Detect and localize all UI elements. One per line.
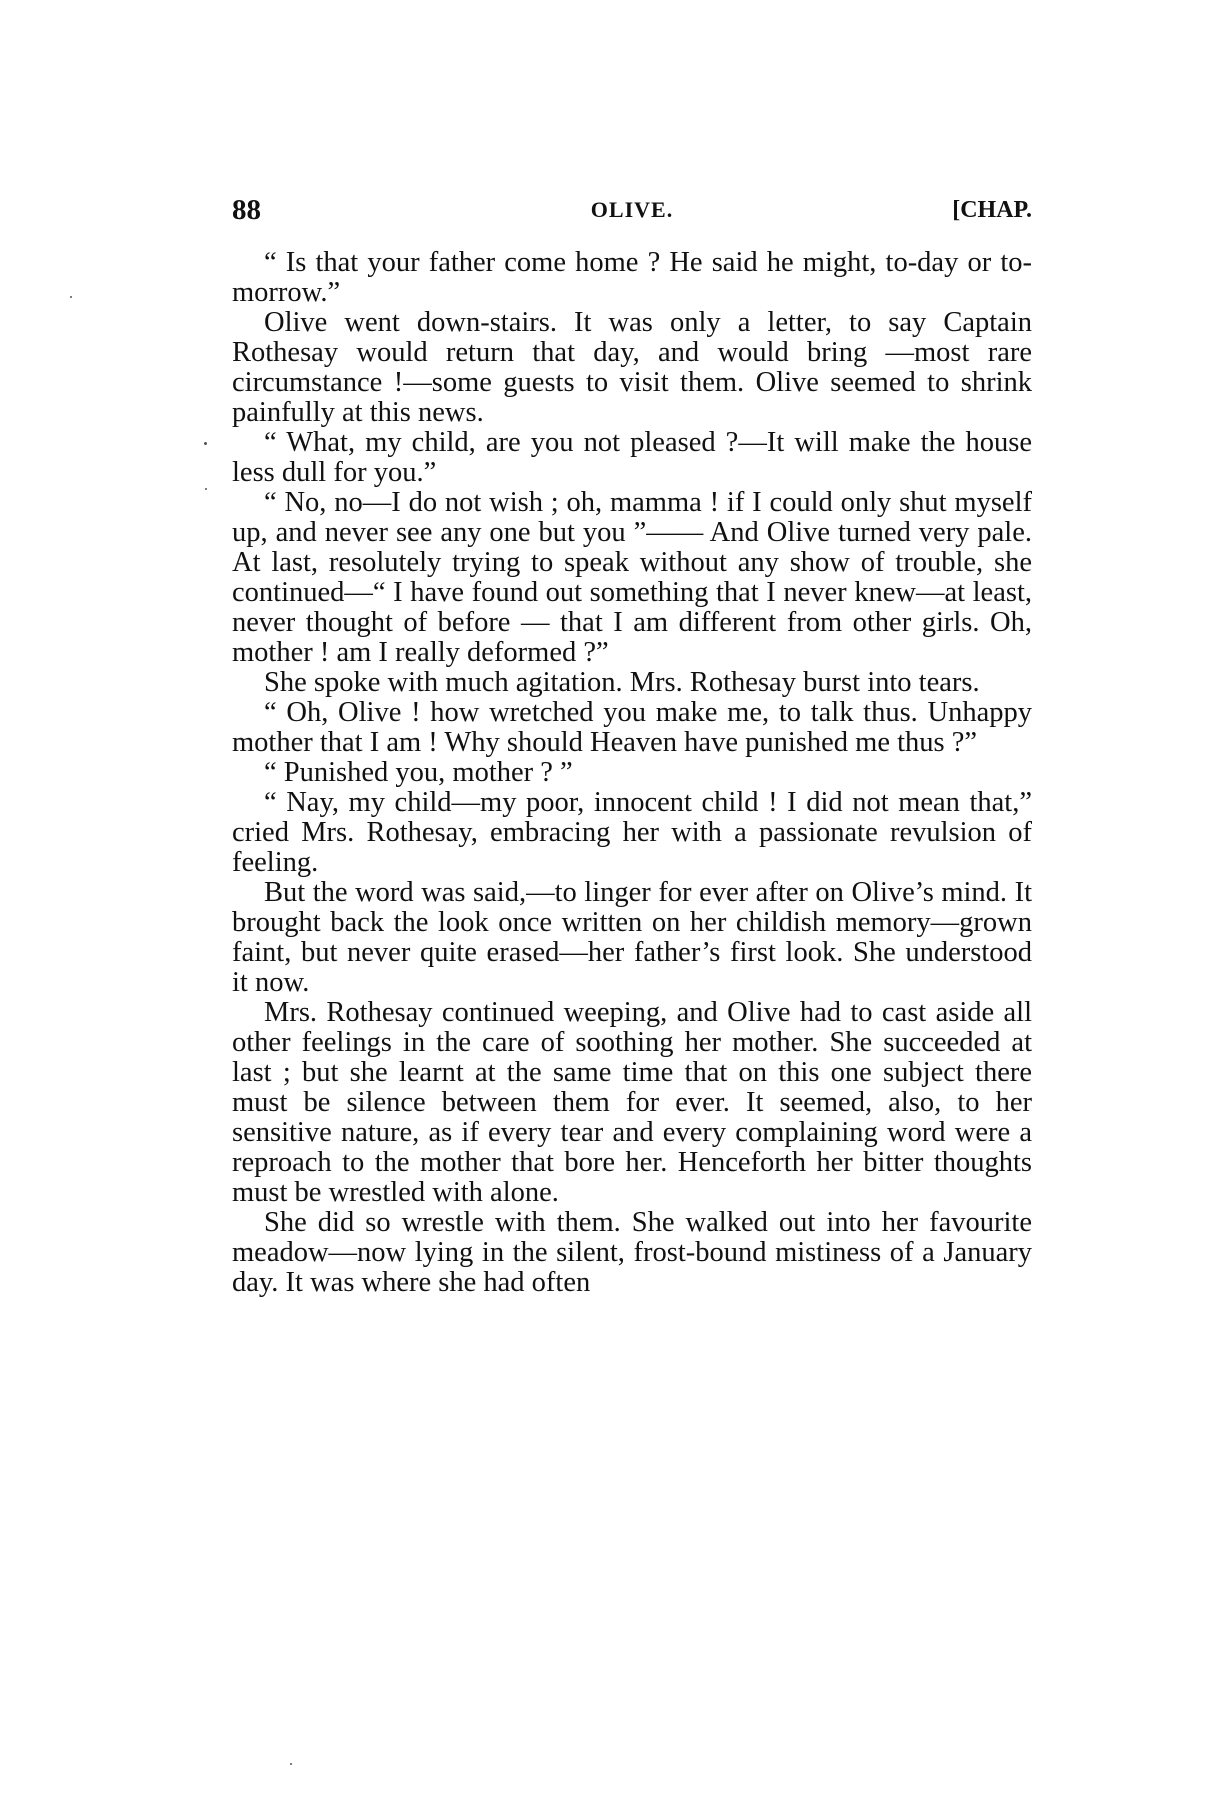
paragraph: Olive went down-stairs. It was only a letter, to say Captain Rothesay would return that day, and would bring —most rare circumstance !—some guests to visit them. Olive seemed to shrink painfully at this news. [232,307,1032,428]
running-title: OLIVE. [590,197,674,222]
paragraph: “ No, no—I do not wish ; oh, mamma ! if I could only shut myself up, and never see any one but you ”—— And Olive turned very pale. At last, resolutely trying to speak without any show of trouble, she continued—“ I have found out something that I never knew—at least, never thought of before — that I am different from other girls. Oh, mother ! am I really deformed ?” [232,487,1032,668]
paragraph: But the word was said,—to linger for ever after on Olive’s mind. It brought back the look once written on her childish memory—grown faint, but never quite erased—her father’s first look. She understood it now. [232,877,1032,998]
paragraph: “ Nay, my child—my poor, innocent child ! I did not mean that,” cried Mrs. Rothesay, embracing her with a passionate revulsion of feeling. [232,787,1032,878]
paragraph: She did so wrestle with them. She walked out into her favourite meadow—now lying in the silent, frost-bound mistiness of a January day. It was where she had often [232,1207,1032,1298]
margin-speck [205,488,207,490]
margin-speck [70,296,72,298]
paragraph: She spoke with much agitation. Mrs. Rothesay burst into tears. [264,667,980,698]
paragraph: “ What, my child, are you not pleased ?—It will make the house less dull for you.” [232,427,1032,488]
chapter-label: [CHAP. [952,197,1032,223]
paragraph: “ Is that your father come home ? He said he might, to-day or to-morrow.” [232,247,1032,308]
paragraph: “ Punished you, mother ? ” [264,757,573,788]
page-number: 88 [232,194,261,226]
margin-speck [290,1763,292,1765]
page-body [232,248,1032,1298]
page-header [232,190,1032,230]
paragraph: “ Oh, Olive ! how wretched you make me, to talk thus. Unhappy mother that I am ! Why should Heaven have punished me thus ?” [232,697,1032,758]
paragraph: Mrs. Rothesay continued weeping, and Olive had to cast aside all other feelings in the care of soothing her mother. She succeeded at last ; but she learnt at the same time that on this one subject there must be silence between them for ever. It seemed, also, to her sensitive nature, as if every tear and every complaining word were a reproach to the mother that bore her. Henceforth her bitter thoughts must be wrestled with alone. [232,997,1032,1208]
margin-speck [204,442,207,445]
